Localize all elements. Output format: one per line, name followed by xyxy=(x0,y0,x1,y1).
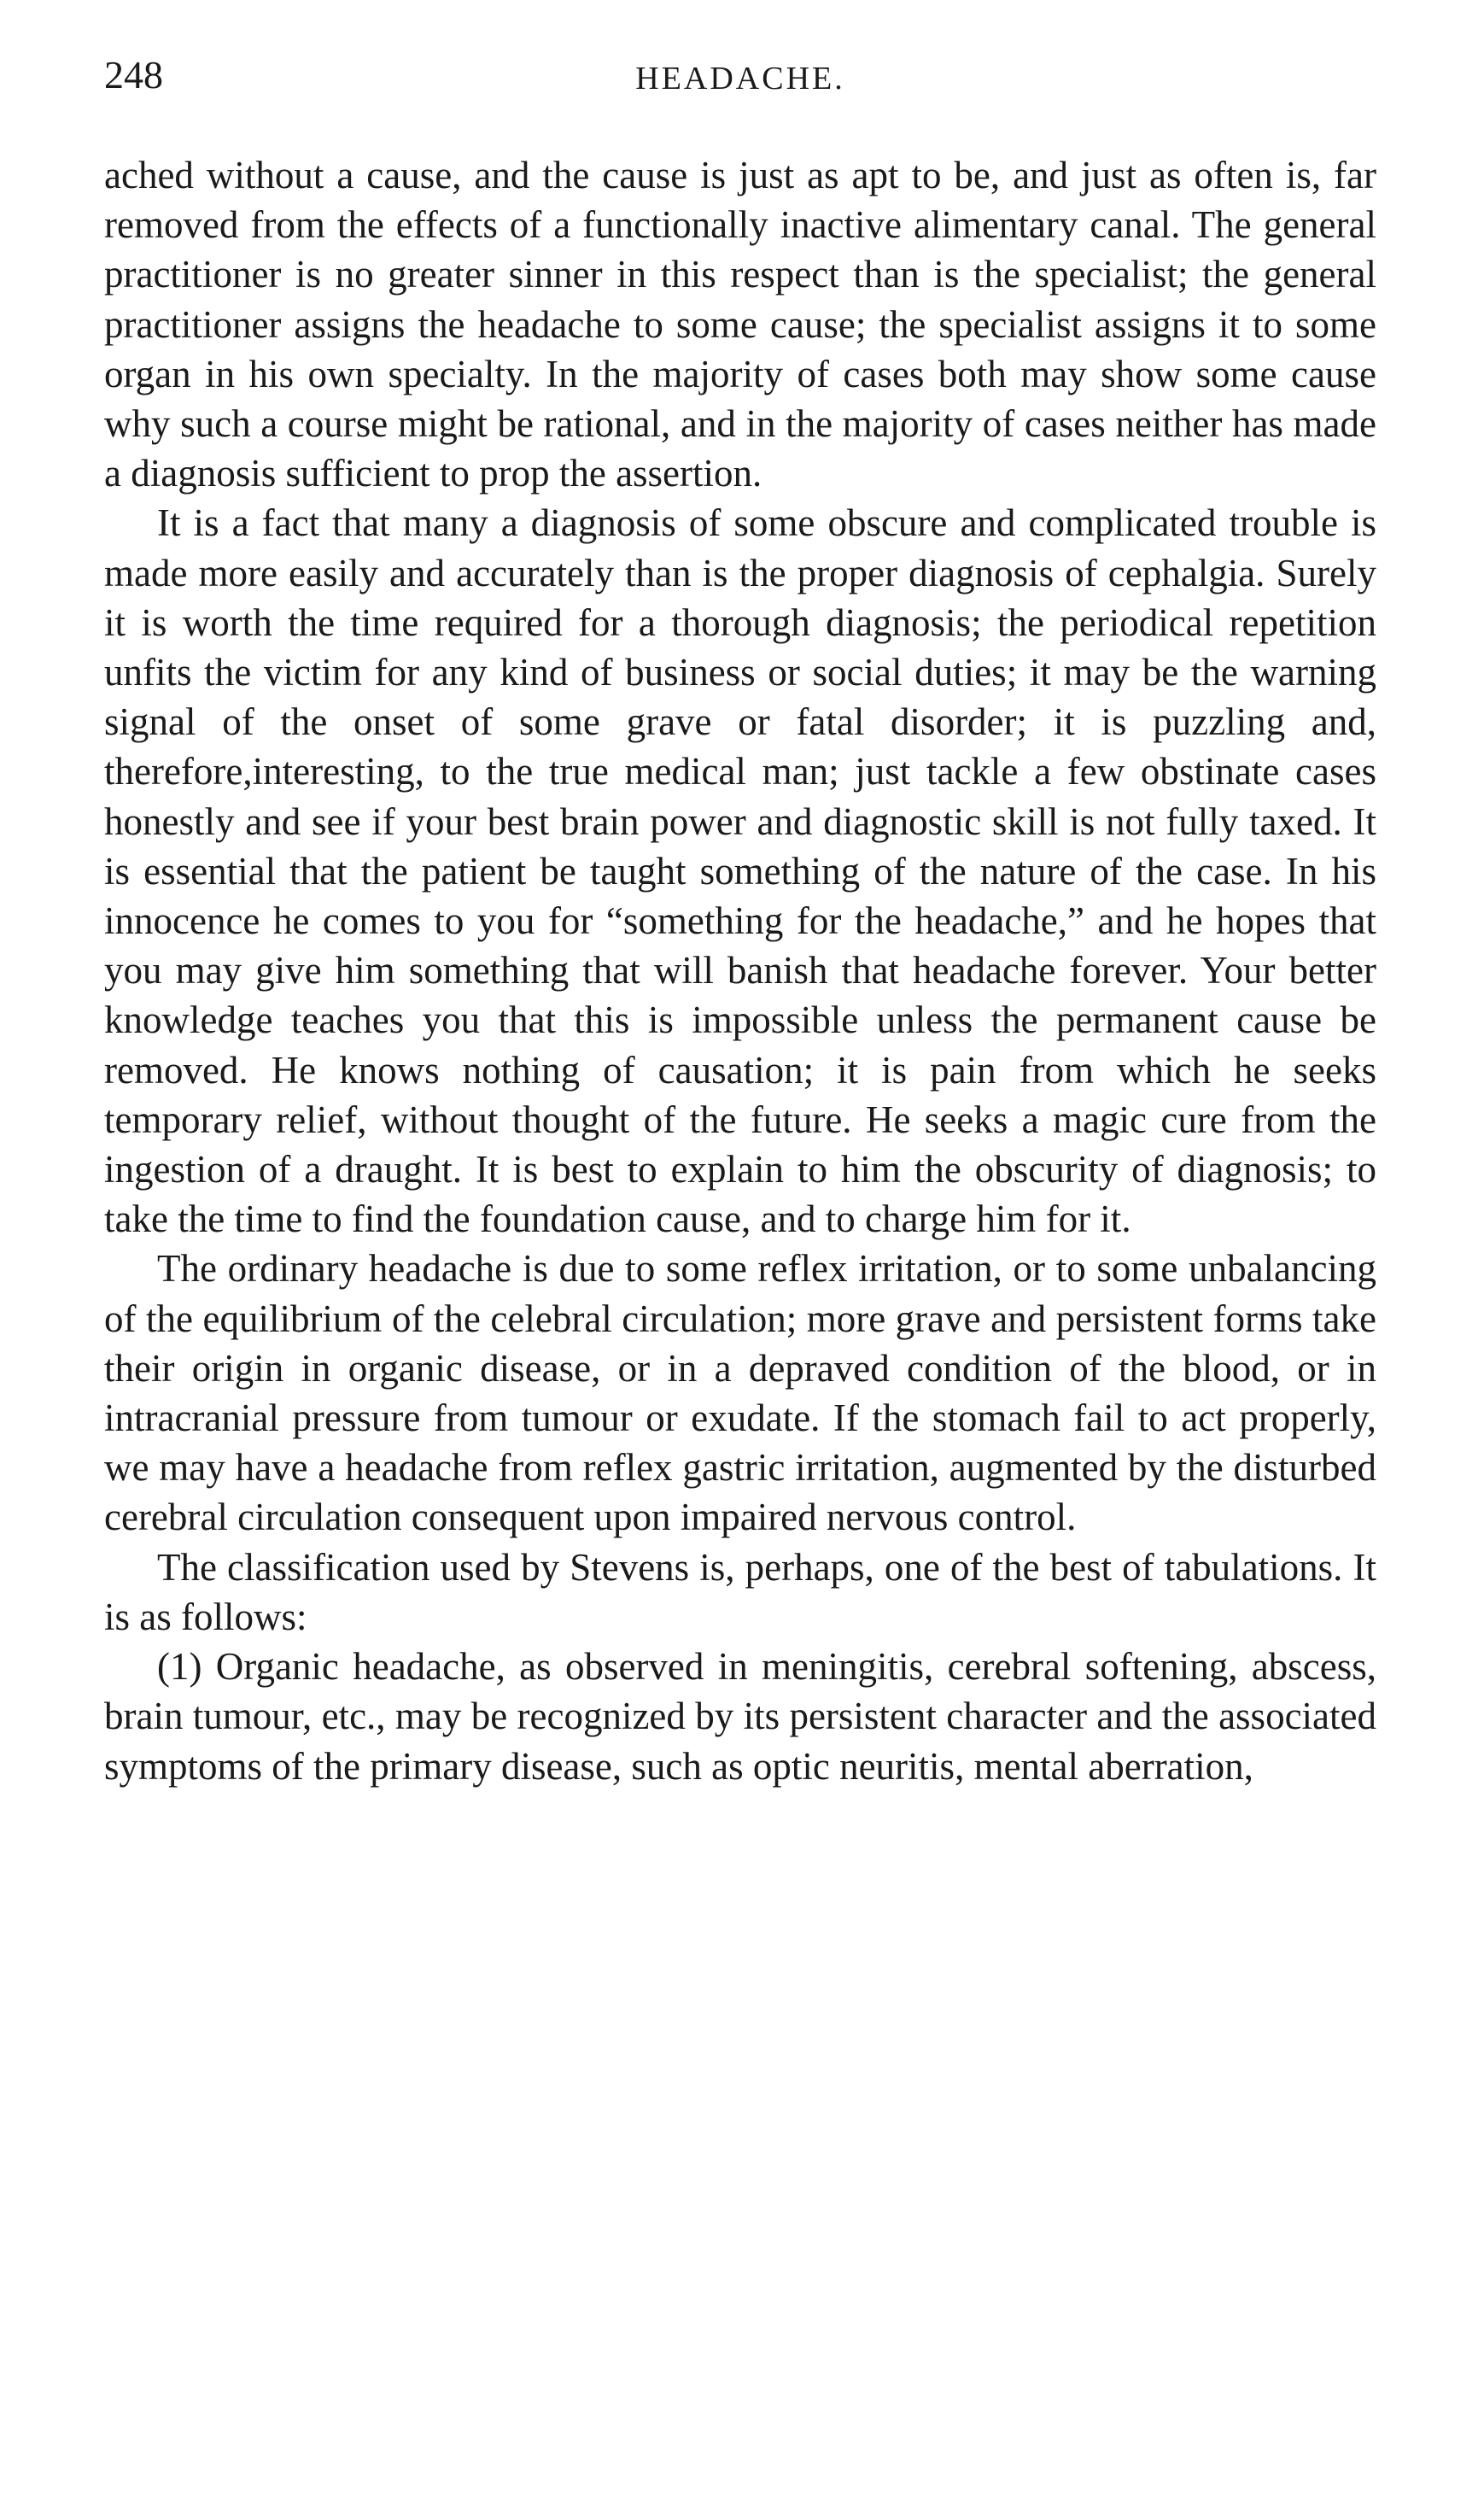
paragraph-organic-headache: (1) Organic headache, as observed in meningitis, cerebral softening, abscess, brain tumour, etc., may be recognized by its persistent character and the associated symptoms of the primary disease, such as optic neuritis, mental aberration, xyxy=(104,1645,1376,1788)
body-text xyxy=(104,150,1376,1791)
page-number: 248 xyxy=(104,53,163,97)
paragraph-classification: The classification used by Stevens is, perhaps, one of the best of tabulations. It is as follows: xyxy=(104,1545,1376,1638)
paragraph-diagnosis: It is a fact that many a diagnosis of some obscure and complicated trouble is made more easily and accurately than is the proper diagnosis of cephalgia. Surely it is worth the time required for a thorough diagnosis; the periodical repetition unfits the victim for any kind of business or social duties; it may be the warning signal of the onset of some grave or fatal disorder; it is puzzling and, therefore,interesting, to the true medical man; just tackle a few obstinate cases honestly and see if your best brain power and diagnostic skill is not fully taxed. It is essential that the patient be taught something of the nature of the case. In his innocence he comes to you for “something for the headache,” and he hopes that you may give him something that will banish that headache forever. Your better knowledge teaches you that this is impossible unless the permanent cause be removed. He knows nothing of causation; it is pain from which he seeks temporary relief, without thought of the future. He seeks a magic cure from the ingestion of a draught. It is best to explain to him the obscurity of diagnosis; to take the time to find the foundation cause, and to charge him for it. xyxy=(104,501,1376,1241)
running-title: HEADACHE. xyxy=(635,61,845,97)
paragraph-ordinary-headache: The ordinary headache is due to some reflex irritation, or to some unbalancing of the equilibrium of the celebral circulation; more grave and persistent forms take their origin in organic disease, or in a depraved condition of the blood, or in intracranial pressure from tumour or exudate. If the stomach fail to act properly, we may have a headache from reflex gastric irritation, augmented by the disturbed cerebral circulation consequent upon impaired nervous control. xyxy=(104,1247,1376,1539)
running-head xyxy=(104,50,1376,109)
paragraph-continuation: ached without a cause, and the cause is just as apt to be, and just as often is, far removed from the effects of a functionally inactive alimentary canal. The general practitioner is no greater sinner in this respect than is the specialist; the general practitioner assigns the headache to some cause; the specialist assigns it to some organ in his own specialty. In the majority of cases both may show some cause why such a course might be rational, and in the majority of cases neither has made a diagnosis sufficient to prop the assertion. xyxy=(104,154,1376,495)
